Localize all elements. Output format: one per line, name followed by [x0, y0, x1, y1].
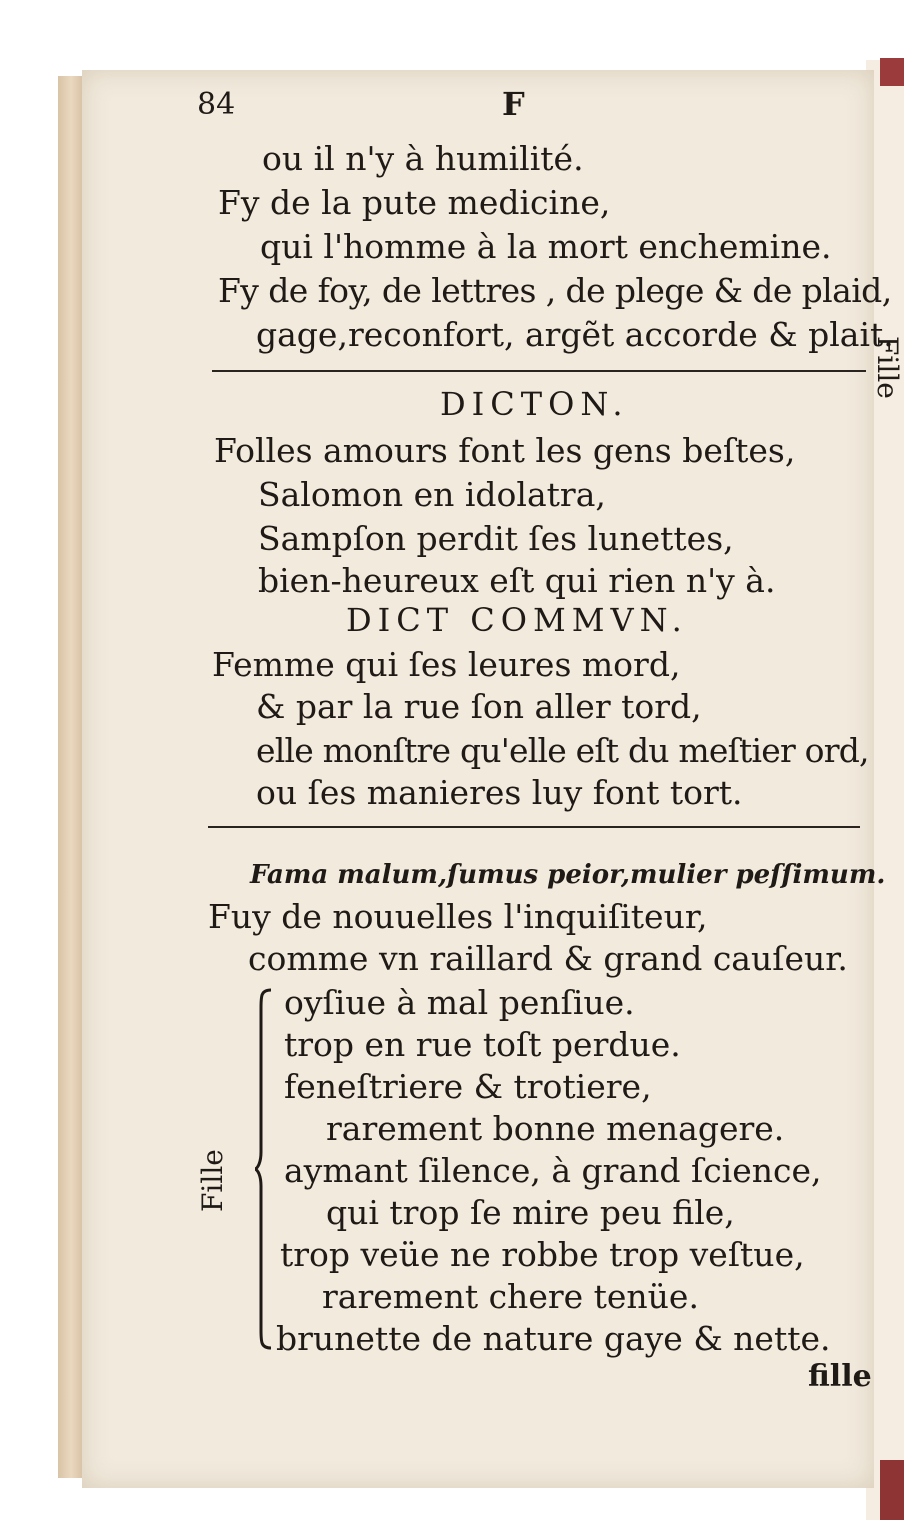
section-title-dicton: DICTON. — [440, 385, 629, 423]
verse-line: Fy de la pute medicine, — [218, 183, 611, 222]
verse-line: Fy de foy, de lettres , de plege & de plaid, — [218, 271, 892, 310]
verse-line: qui l'homme à la mort enchemine. — [260, 227, 832, 266]
verse-line: Femme qui ſes leures mord, — [212, 645, 681, 684]
verse-line: ou ſes manieres luy font tort. — [256, 773, 743, 812]
verse-line: elle monſtre qu'elle eſt du meſtier ord, — [256, 731, 869, 770]
catchword: fille — [808, 1359, 872, 1394]
section-divider — [212, 370, 866, 372]
binding-thread-top — [880, 58, 904, 86]
verse-line: bien-heureux eſt qui rien n'y à. — [258, 561, 776, 600]
verse-line: Salomon en idolatra, — [258, 475, 606, 514]
verse-line: brunette de nature gaye & nette. — [276, 1319, 831, 1358]
latin-proverb: Fama malum,ſumus peior,mulier peſſimum. — [250, 860, 886, 890]
verse-line: gage,reconfort, argẽt accorde & plait. — [256, 315, 894, 354]
verse-line: rarement bonne menagere. — [326, 1109, 785, 1148]
verse-line: feneſtriere & trotiere, — [284, 1067, 652, 1106]
signature-mark: F — [502, 85, 525, 123]
verse-line: Folles amours font les gens beſtes, — [214, 431, 796, 470]
verse-line: trop en rue toſt perdue. — [284, 1025, 681, 1064]
verse-line: ou il n'y à humilité. — [262, 139, 584, 178]
curly-brace — [255, 988, 273, 1350]
verse-line: trop veüe ne robbe trop veſtue, — [280, 1235, 805, 1274]
verse-line: oyſiue à mal penſiue. — [284, 983, 635, 1022]
verse-line: aymant ſilence, à grand ſcience, — [284, 1151, 822, 1190]
verse-line: & par la rue ſon aller tord, — [256, 687, 702, 726]
facing-page-margin-label: Fille — [871, 336, 904, 399]
verse-line: comme vn raillard & grand cauſeur. — [248, 939, 848, 978]
verse-line: qui trop ſe mire peu file, — [326, 1193, 735, 1232]
section-title-dict-commun: DICT COMMVN. — [346, 601, 688, 639]
verse-line: Fuy de nouuelles l'inquiſiteur, — [208, 897, 708, 936]
binding-thread-bottom — [880, 1460, 904, 1520]
verse-line: rarement chere tenüe. — [322, 1277, 699, 1316]
section-divider — [208, 826, 860, 828]
page-number: 84 — [197, 87, 236, 122]
verse-line: Sampſon perdit ſes lunettes, — [258, 519, 734, 558]
fille-margin-label: Fille — [196, 1149, 229, 1212]
